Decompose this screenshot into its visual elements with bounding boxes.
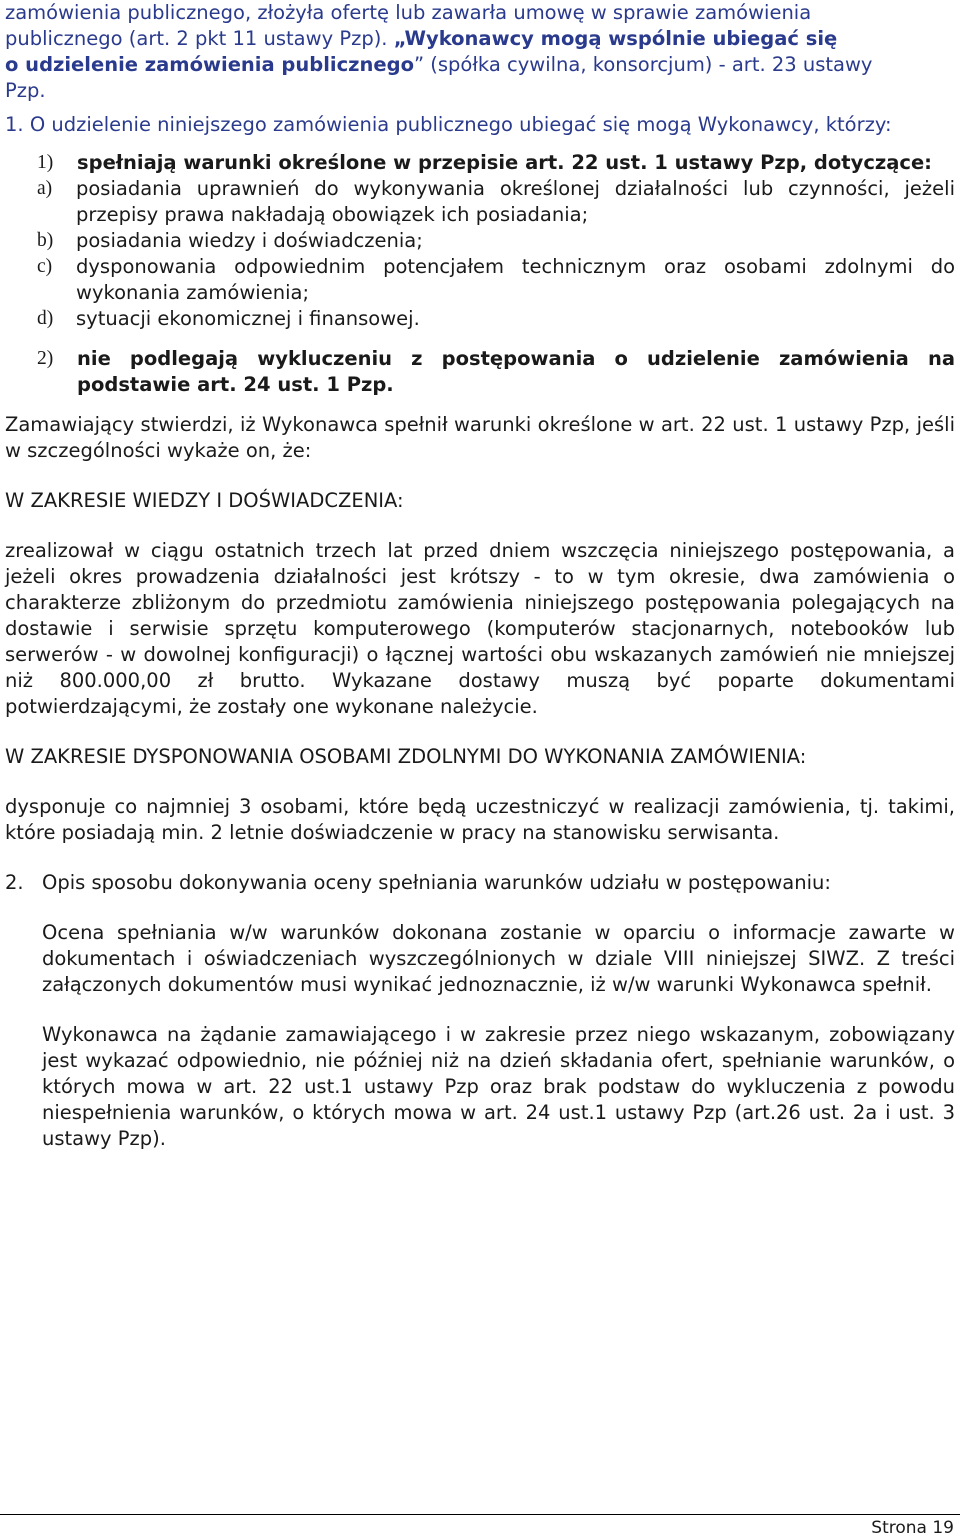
letter-text: sytuacji ekonomicznej i finansowej.	[76, 307, 420, 330]
point-2-paragraph-2: Wykonawca na żądanie zamawiającego i w zakresie przez niego wskazanym, zobowiązany jest wykazać odpowiednio, nie później niż na dzień składania ofert, spełnianie warunków, o których mowa w art. 22 ust.1 ustawy Pzp oraz brak podstaw do wykluczenia z powodu niespełnienia warunków, o których mowa w art. 24 ust.1 ustawy Pzp (art.26 ust. 2a i ust. 3 ustawy Pzp).	[42, 1023, 955, 1150]
statement-paragraph: Zamawiający stwierdzi, iż Wykonawca spełnił warunki określone w art. 22 ust. 1 ustawy Pzp, jeśli w szczególności wykaże on, że:	[5, 413, 955, 462]
subpoint-1	[5, 150, 955, 176]
letter-number: a)	[37, 178, 53, 199]
wiedza-paragraph: zrealizował w ciągu ostatnich trzech lat przed dniem wszczęcia niniejszego postępowania, a jeżeli okres prowadzenia działalności jest krótszy - to w tym okresie, dwa zamówienia o charakterze zbliżonym do przedmiotu zamówienia niniejszego postępowania polegających na dostawie i serwisie sprzętu komputerowego (komputerów stacjonarnych, notebooków lub serwerów - w dowolnej konfiguracji) o łącznej wartości obu wskazanych zamówień nie mniejszej niż 800.000,00 zł brutto. Wykazane dostawy muszą być poparte dokumentami potwierdzającymi, że zostały one wykonane należycie.	[5, 539, 955, 718]
intro-line-2: publicznego (art. 2 pkt 11 ustawy Pzp). „Wykonawcy mogą wspólnie ubiegać się	[5, 27, 838, 50]
intro-line-4: Pzp.	[5, 79, 46, 102]
point-1-number: 1.	[5, 113, 24, 136]
subpoint-1-text: spełniają warunki określone w przepisie art. 22 ust. 1 ustawy Pzp, dotyczące:	[77, 151, 932, 174]
letter-text: dysponowania odpowiednim potencjałem technicznym oraz osobami zdolnymi do wykonania zamówienia;	[76, 255, 955, 304]
subpoint-2	[5, 346, 955, 398]
point-1	[5, 112, 955, 138]
letter-number: c)	[37, 256, 53, 277]
subpoint-2-number: 2)	[37, 348, 54, 369]
letter-number: d)	[37, 308, 54, 329]
heading-wiedza: W ZAKRESIE WIEDZY I DOŚWIADCZENIA:	[5, 489, 404, 512]
letter-list	[5, 176, 955, 332]
letter-item-b	[5, 228, 955, 254]
intro-bold-quote: „Wykonawcy mogą wspólnie ubiegać się	[393, 27, 838, 50]
page-number: Strona 19	[871, 1518, 954, 1538]
subpoint-2-text: nie podlegają wykluczeniu z postępowania o udzielenie zamówienia na podstawie art. 24 ust. 1 Pzp.	[77, 347, 955, 396]
letter-item-d	[5, 306, 955, 332]
letter-item-a	[5, 176, 955, 228]
heading-osoby: W ZAKRESIE DYSPONOWANIA OSOBAMI ZDOLNYMI DO WYKONANIA ZAMÓWIENIA:	[5, 745, 807, 768]
letter-number: b)	[37, 230, 54, 251]
point-2-number: 2.	[5, 871, 24, 894]
footer-divider	[0, 1514, 960, 1515]
intro-line-3: o udzielenie zamówienia publicznego” (spółka cywilna, konsorcjum) - art. 23 ustawy	[5, 53, 873, 76]
point-2	[5, 870, 955, 896]
letter-text: posiadania wiedzy i doświadczenia;	[76, 229, 423, 252]
osoby-paragraph: dysponuje co najmniej 3 osobami, które będą uczestniczyć w realizacji zamówienia, tj. takimi, które posiadają min. 2 letnie doświadczenie w pracy na stanowisku serwisanta.	[5, 795, 955, 844]
point-1-text: O udzielenie niniejszego zamówienia publicznego ubiegać się mogą Wykonawcy, którzy:	[29, 113, 892, 136]
intro-line-1: zamówienia publicznego, złożyła ofertę lub zawarła umowę w sprawie zamówienia	[5, 1, 812, 24]
subpoint-1-number: 1)	[37, 152, 54, 173]
intro-paragraph	[5, 0, 955, 104]
point-2-paragraph-1: Ocena spełniania w/w warunków dokonana zostanie w oparciu o informacje zawarte w dokumentach i oświadczeniach wyszczególnionych w dziale VIII niniejszej SIWZ. Z treści załączonych dokumentów musi wynikać jednoznacznie, iż w/w warunki Wykonawca spełnił.	[42, 921, 955, 996]
document-page	[5, 0, 955, 1152]
letter-item-c	[5, 254, 955, 306]
letter-text: posiadania uprawnień do wykonywania określonej działalności lub czynności, jeżeli przepisy prawa nakładają obowiązek ich posiadania;	[76, 177, 955, 226]
point-2-text: Opis sposobu dokonywania oceny spełniania warunków udziału w postępowaniu:	[42, 871, 831, 894]
